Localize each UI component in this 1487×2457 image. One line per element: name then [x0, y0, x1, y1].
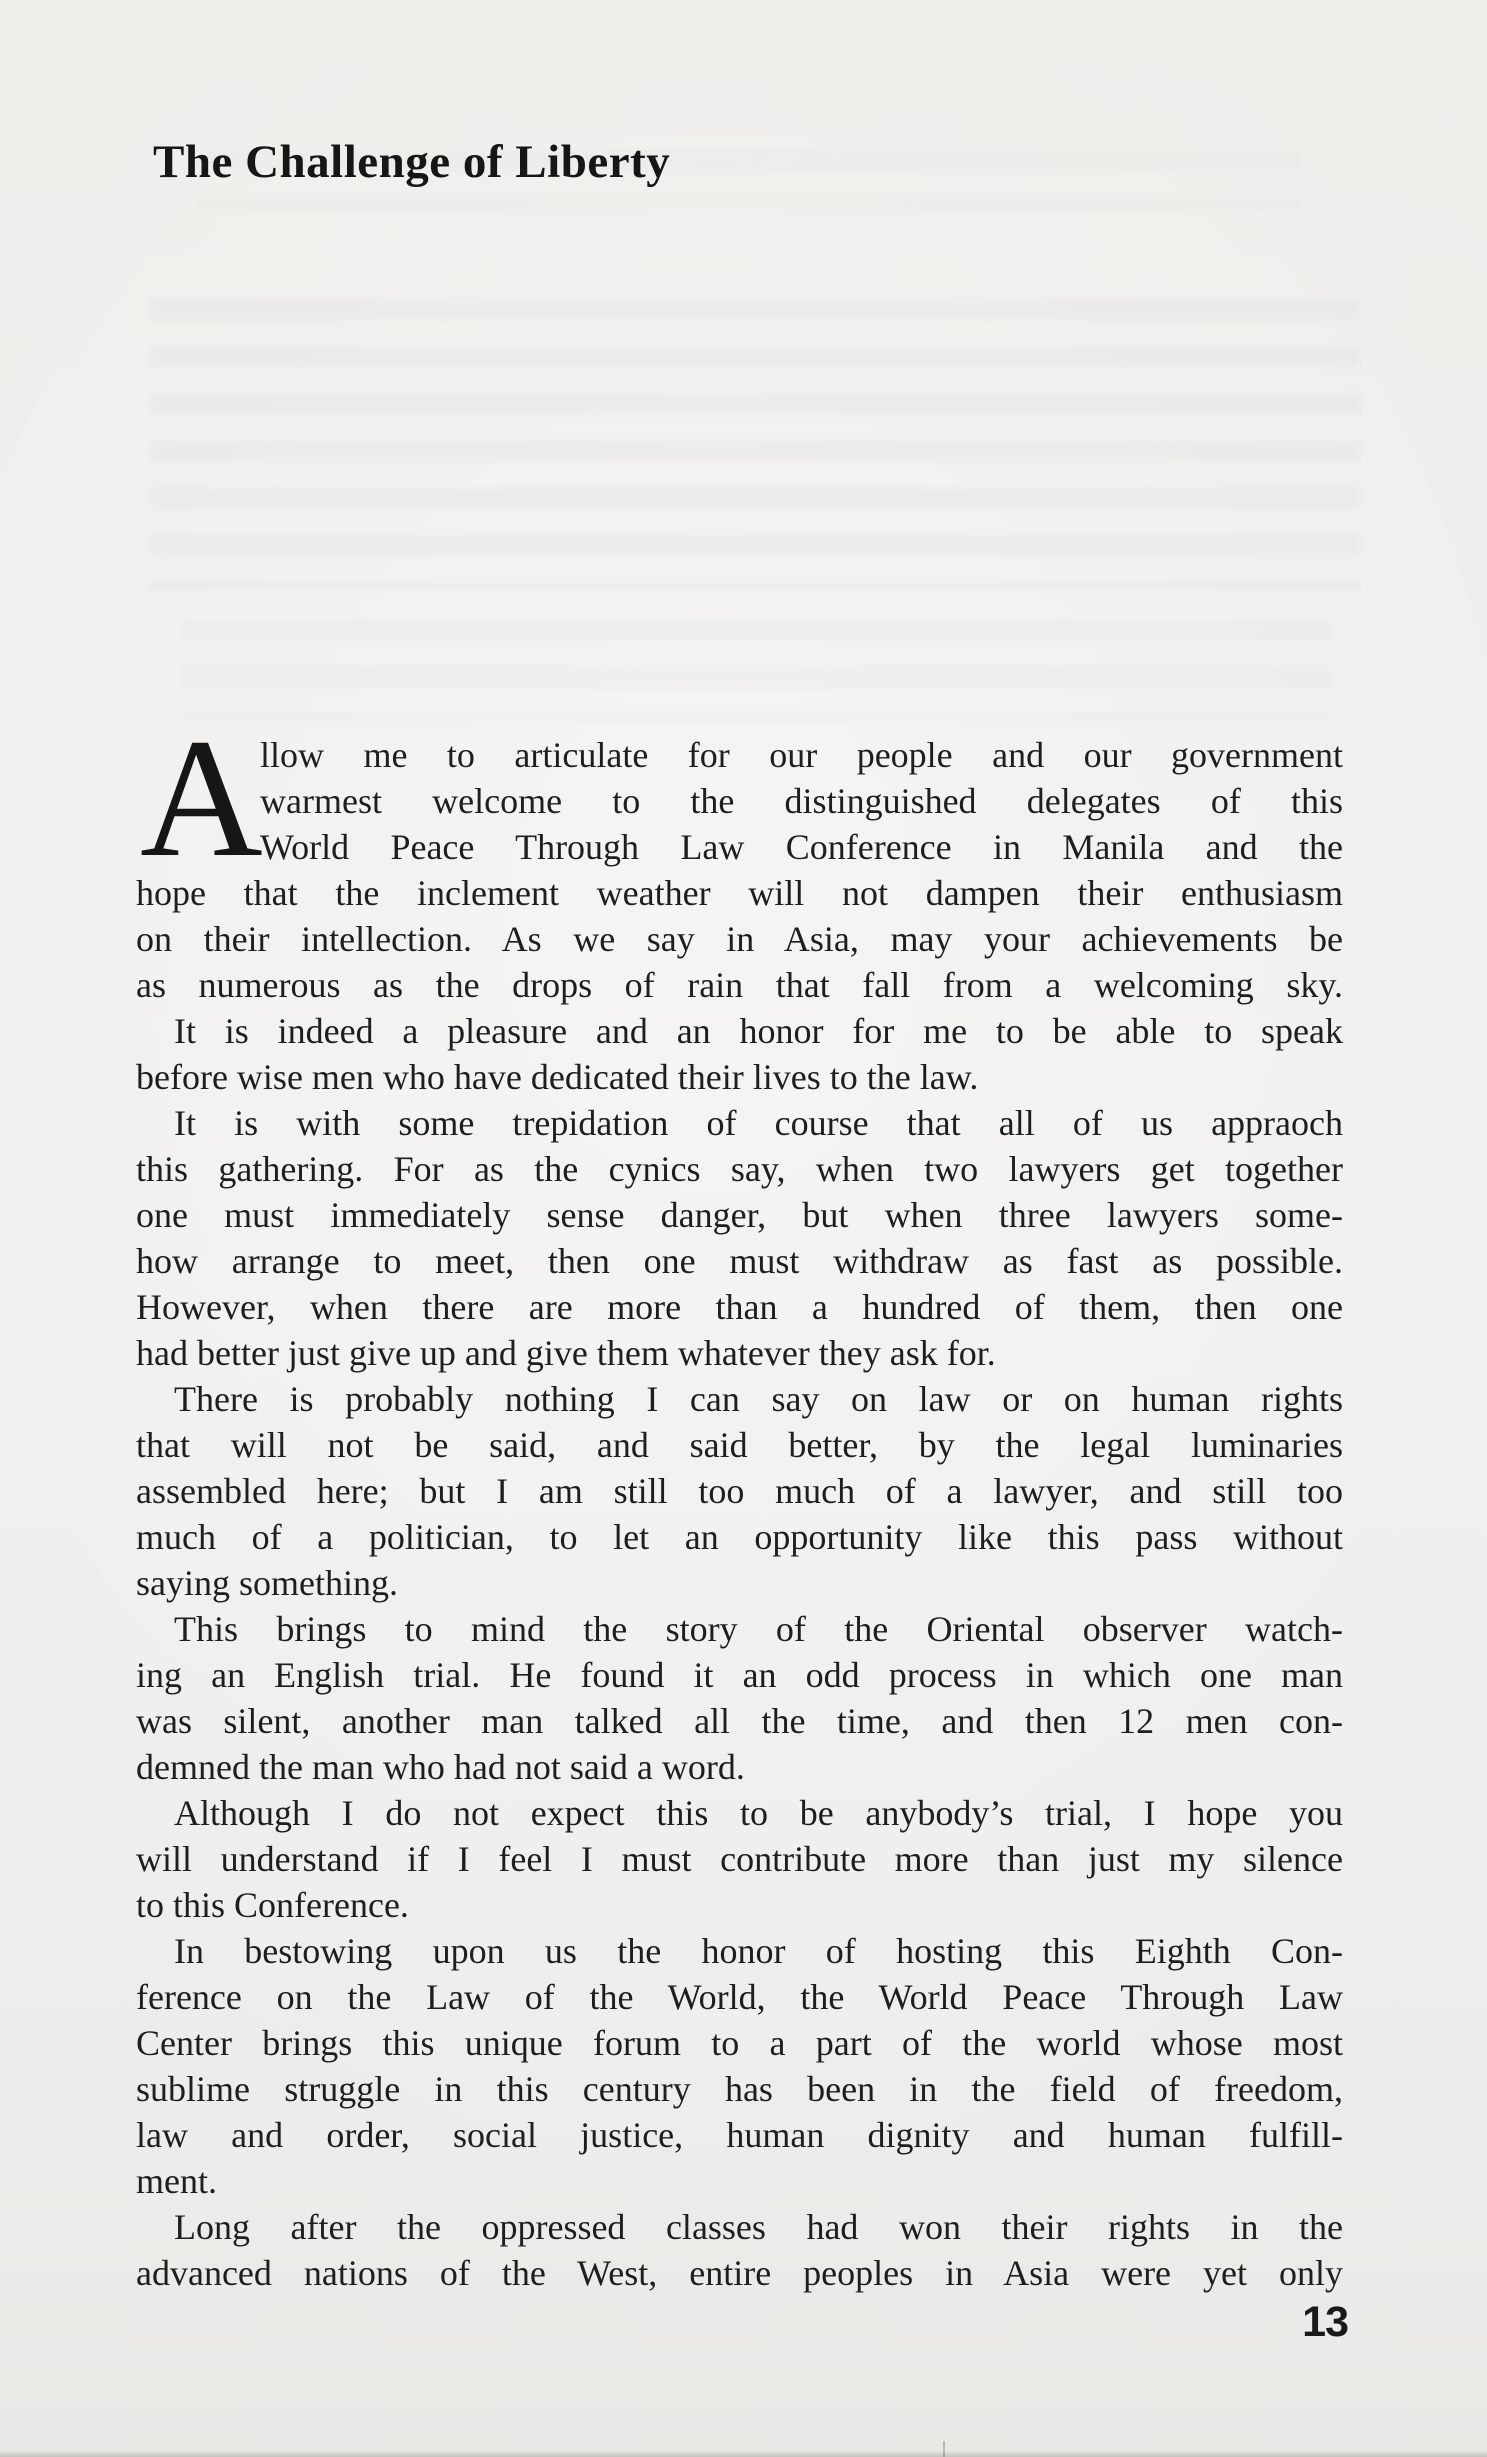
text-line: one must immediately sense danger, but when three lawyers some-: [136, 1195, 1343, 1235]
text-line: ing an English trial. He found it an odd process in which one man: [136, 1655, 1343, 1695]
paragraph: [136, 1606, 1343, 1790]
paragraph: [136, 1008, 1343, 1100]
text-line: on their intellection. As we say in Asia, may your achievements be: [136, 919, 1343, 959]
text-line: to this Conference.: [136, 1885, 409, 1925]
show-through-smudge: [150, 300, 1360, 590]
text-line: advanced nations of the West, entire peoples in Asia were yet only: [136, 2253, 1343, 2293]
text-line: This brings to mind the story of the Oriental observer watch-: [174, 1609, 1343, 1649]
body-text: [136, 704, 1343, 2296]
text-line: much of a politician, to let an opportunity like this pass without: [136, 1517, 1343, 1557]
drop-cap: A: [140, 704, 263, 892]
show-through-smudge: [180, 620, 1330, 720]
scan-edge-shadow: [0, 2450, 1487, 2457]
text-line: was silent, another man talked all the time, and then 12 men con-: [136, 1701, 1343, 1741]
text-line: Center brings this unique forum to a part of the world whose most: [136, 2023, 1343, 2063]
text-line: hope that the inclement weather will not dampen their enthusiasm: [136, 873, 1343, 913]
page-title: The Challenge of Liberty: [153, 136, 671, 188]
text-line: will understand if I feel I must contribute more than just my silence: [136, 1839, 1343, 1879]
paragraph: [136, 1376, 1343, 1606]
page-number: 13: [1302, 2298, 1348, 2346]
text-line: that will not be said, and said better, by the legal luminaries: [136, 1425, 1343, 1465]
text-line: Although I do not expect this to be anybody’s trial, I hope you: [174, 1793, 1343, 1833]
text-line: this gathering. For as the cynics say, when two lawyers get together: [136, 1149, 1343, 1189]
text-line: There is probably nothing I can say on law or on human rights: [174, 1379, 1343, 1419]
text-line: World Peace Through Law Conference in Manila and the: [260, 827, 1343, 867]
text-line: It is with some trepidation of course that all of us appraoch: [174, 1103, 1343, 1143]
text-line: ference on the Law of the World, the World Peace Through Law: [136, 1977, 1343, 2017]
text-line: Long after the oppressed classes had won their rights in the: [174, 2207, 1343, 2247]
text-line: However, when there are more than a hundred of them, then one: [136, 1287, 1343, 1327]
text-line: assembled here; but I am still too much of a lawyer, and still too: [136, 1471, 1343, 1511]
text-line: ment.: [136, 2161, 217, 2201]
text-line: saying something.: [136, 1563, 398, 1603]
paragraph: [136, 704, 1343, 1008]
paragraph: [136, 2204, 1343, 2296]
text-line: had better just give up and give them whatever they ask for.: [136, 1333, 996, 1373]
paragraph: [136, 1100, 1343, 1376]
text-line: sublime struggle in this century has been in the field of freedom,: [136, 2069, 1343, 2109]
paragraph: [136, 1928, 1343, 2204]
text-line: as numerous as the drops of rain that fall from a welcoming sky.: [136, 965, 1343, 1005]
paragraph: [136, 1790, 1343, 1928]
text-line: It is indeed a pleasure and an honor for me to be able to speak: [174, 1011, 1343, 1051]
text-line: demned the man who had not said a word.: [136, 1747, 745, 1787]
text-line: law and order, social justice, human dignity and human fulfill-: [136, 2115, 1343, 2155]
text-line: before wise men who have dedicated their lives to the law.: [136, 1057, 979, 1097]
text-line: In bestowing upon us the honor of hosting this Eighth Con-: [174, 1931, 1343, 1971]
text-line: warmest welcome to the distinguished delegates of this: [260, 781, 1343, 821]
text-line: how arrange to meet, then one must withdraw as fast as possible.: [136, 1241, 1343, 1281]
text-line: llow me to articulate for our people and our government: [260, 735, 1343, 775]
